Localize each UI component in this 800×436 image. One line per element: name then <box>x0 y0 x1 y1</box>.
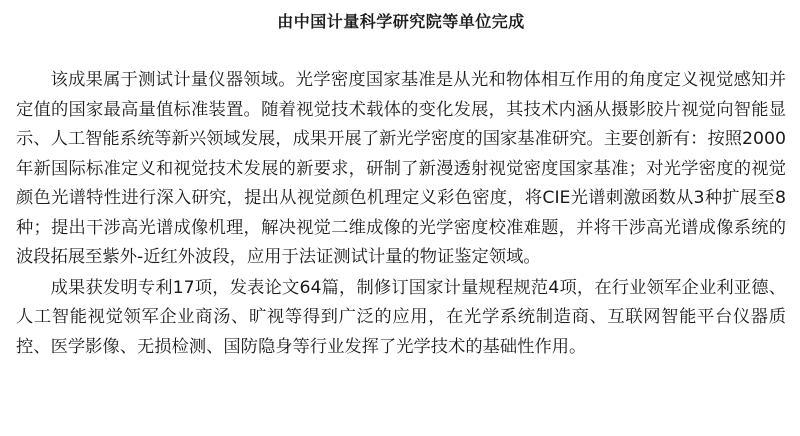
article-paragraph-1: 该成果属于测试计量仪器领域。光学密度国家基准是从光和物体相互作用的角度定义视觉感知并定值的国家最高量值标准装置。随着视觉技术载体的变化发展，其技术内涵从摄影胶片视觉向智能显示、人工智能系统等新兴领域发展，成果开展了新光学密度的国家基准研究。主要创新有：按照2000年新国际标准定义和视觉技术发展的新要求，研制了新漫透射视觉密度国家基准；对光学密度的视觉颜色光谱特性进行深入研究，提出从视觉颜色机理定义彩色密度，将CIE光谱刺激函数从3种扩展至8种；提出干涉高光谱成像机理，解决视觉二维成像的光学密度校准难题，并将干涉高光谱成像系统的波段拓展至紫外-近红外波段，应用于法证测试计量的物证鉴定领域。 <box>16 70 786 267</box>
article-paragraph-2: 成果获发明专利17项，发表论文64篇，制修订国家计量规程规范4项，在行业领军企业利亚德、人工智能视觉领军企业商汤、旷视等得到广泛的应用，在光学系统制造商、互联网智能平台仪器质控、医学影像、无损检测、国防隐身等行业发挥了光学技术的基础性作用。 <box>16 277 786 357</box>
article-title: 由中国计量科学研究院等单位完成 <box>277 12 525 31</box>
